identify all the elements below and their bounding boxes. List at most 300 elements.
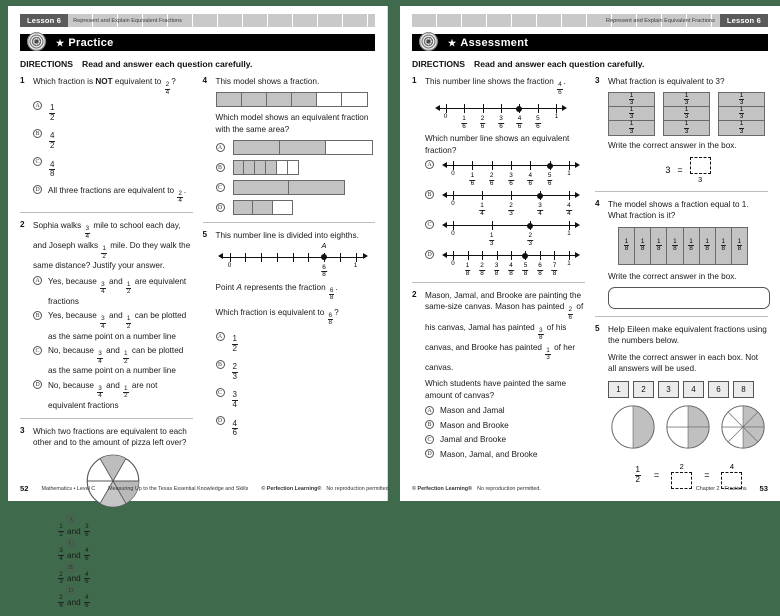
cell-fraction: 1 3 — [684, 105, 689, 121]
question-subtext-2: Which fraction is equivalent to $\frac{6}{8}$ ? — [215, 307, 339, 327]
circle-model — [610, 404, 656, 455]
number-tile[interactable]: 2 — [633, 381, 654, 398]
bar-cell — [242, 93, 267, 106]
running-head-rule — [68, 14, 375, 27]
choice-number-line — [442, 160, 580, 185]
number-line-tick — [472, 161, 473, 170]
number-line-label: 0 — [451, 200, 455, 207]
answer-blank[interactable] — [690, 157, 711, 184]
number-line-label: 1 — [353, 261, 358, 269]
left-running-head — [20, 14, 375, 27]
answer-equation — [608, 157, 768, 184]
choice-a[interactable] — [425, 160, 585, 185]
label-fraction: $\frac{5}{8}$ — [523, 262, 528, 277]
cell-fraction: 1 3 — [629, 91, 634, 107]
choice-text: Jamal and Brooke — [440, 435, 506, 445]
question-number: 3 — [20, 425, 25, 435]
cell-fraction: 1 3 — [629, 120, 634, 135]
choice-c[interactable] — [425, 220, 585, 245]
number-line-label — [507, 170, 515, 187]
number-line-tick — [482, 191, 483, 200]
cell-fraction: 1 8 — [640, 237, 645, 253]
number-line-tick — [453, 191, 454, 200]
number-line-tick — [446, 104, 447, 113]
choice-bubble[interactable]: A — [425, 406, 434, 415]
lesson-tab: Lesson 6 — [20, 14, 68, 27]
choice-b[interactable] — [216, 160, 376, 175]
choice-d[interactable] — [34, 586, 114, 610]
footer-subject: Mathematics • Level C — [41, 485, 96, 492]
footer-copyright: © Perfection Learning® — [412, 485, 473, 492]
number-line-label: 0 — [227, 261, 232, 269]
stem-fraction: $\frac{6}{8}$ — [329, 286, 334, 302]
cell-fraction: 1 3 — [739, 91, 744, 107]
fraction-box — [718, 92, 765, 136]
number-line-label — [478, 260, 486, 277]
number-line-label — [536, 200, 544, 217]
number-line-label: 0 — [451, 260, 455, 267]
pizza-figure — [33, 453, 193, 509]
number-line-tick — [308, 253, 309, 262]
number-line-tick — [453, 161, 454, 170]
directions-word: DIRECTIONS — [20, 59, 73, 69]
lesson-tab: Lesson 6 — [720, 14, 768, 27]
number-line-axis — [442, 220, 580, 230]
number-line-point — [537, 193, 543, 199]
number-line-labels — [442, 200, 580, 215]
question-number: 2 — [412, 290, 417, 299]
star-icon: ★ — [448, 37, 457, 48]
choice-a[interactable] — [34, 515, 114, 539]
choice-fraction: 4 6 — [84, 570, 89, 586]
divider — [203, 222, 376, 223]
choice-c[interactable] — [34, 538, 114, 562]
choice-b[interactable] — [33, 128, 193, 150]
assessment-banner — [412, 34, 768, 51]
left-columns — [20, 76, 375, 616]
circle-fraction-model — [610, 404, 656, 450]
label-fraction: $\frac{3}{8}$ — [494, 262, 499, 277]
choice-bubble[interactable]: B — [66, 563, 75, 572]
question-subtext: Which students have painted the same amount of canvas? — [425, 379, 567, 400]
choice-bubble[interactable]: B — [216, 163, 225, 172]
cell-fraction: 1 3 — [629, 105, 634, 121]
number-line-tick — [482, 251, 483, 260]
question-2 — [412, 290, 585, 460]
choice-fraction: $\frac{1}{2}$ — [126, 280, 131, 296]
choice-fraction: $\frac{1}{2}$ — [232, 334, 237, 353]
choice-bubble[interactable]: B — [216, 360, 225, 369]
choice-number-line — [442, 190, 580, 215]
choice-a[interactable] — [216, 140, 376, 155]
number-tile[interactable]: 6 — [708, 381, 729, 398]
number-line-tick — [556, 104, 557, 113]
number-line-tick — [501, 104, 502, 113]
page-number: 52 — [20, 484, 29, 493]
number-line-label — [507, 200, 515, 217]
fraction-box — [663, 92, 710, 136]
number-line-tick — [554, 251, 555, 260]
choice-bar-model — [233, 140, 373, 155]
number-line-label — [320, 262, 328, 279]
number-line-tick — [511, 191, 512, 200]
cell-fraction: 1 3 — [684, 120, 689, 135]
question-stem: Mason, Jamal, and Brooke are painting the same-size canvas. Mason has painted $\frac{2}{6}$ of his canvas, Jamal has painted $\frac{3}{8}$ of his canvas, and Brooke has painted $\frac{1}{3}$ of her canvas. — [425, 291, 584, 372]
number-line-tick — [453, 251, 454, 260]
number-line-label — [534, 113, 542, 130]
question-3 — [595, 76, 768, 184]
choice-fraction: 1 2 — [59, 523, 63, 538]
bar-cell — [289, 181, 344, 194]
model-cell — [635, 228, 651, 264]
choice-text: Yes, because $\frac{3}{4}$ and $\frac{1}{2}$ can be plotted as the same point on a number line — [48, 311, 187, 341]
number-line-labels — [435, 113, 567, 128]
choice-a[interactable] — [33, 100, 193, 122]
left-footer — [20, 484, 391, 493]
stem-fraction: $\frac{1}{2}$ — [102, 245, 106, 260]
choice-c[interactable] — [425, 434, 585, 445]
choice-a[interactable] — [33, 276, 193, 307]
number-tile[interactable]: 1 — [608, 381, 629, 398]
number-line-axis — [218, 240, 368, 262]
bar-cell — [267, 93, 292, 106]
number-line-point — [516, 106, 522, 112]
choice-bubble[interactable]: A — [33, 276, 42, 285]
number-line-label: 0 — [451, 230, 455, 237]
choice-bubble[interactable]: C — [33, 157, 42, 166]
number-line-label — [464, 260, 472, 277]
bar-cell — [255, 161, 266, 174]
number-line-tick — [261, 253, 262, 262]
equals-sign: = — [653, 470, 660, 481]
number-line-label — [551, 260, 559, 277]
choice-bubble[interactable]: D — [425, 449, 434, 458]
stem-fraction: $\frac{4}{6}$ — [558, 81, 562, 96]
question-number: 1 — [412, 76, 417, 85]
answer-input-box[interactable] — [608, 287, 770, 309]
choice-text: 2 3 and 4 6 — [59, 570, 89, 586]
stem-fraction: $\frac{1}{3}$ — [546, 346, 550, 362]
banner-label: ★ Assessment — [448, 36, 529, 49]
choice-d[interactable] — [33, 380, 193, 411]
model-cell — [619, 228, 635, 264]
cell-fraction: 1 3 — [739, 120, 744, 135]
instruction-text: Write the correct answer in the box. — [608, 271, 737, 281]
fraction-box-row — [664, 121, 709, 135]
choice-bubble[interactable]: A — [425, 160, 434, 169]
question-stem: Which two fractions are equivalent to each other and to the amount of pizza left over? — [33, 426, 187, 448]
number-line-label — [507, 260, 515, 277]
label-fraction: $\frac{3}{6}$ — [509, 172, 513, 187]
bar-cell — [317, 93, 342, 106]
fraction-box-group — [608, 92, 768, 136]
number-tile[interactable]: 8 — [733, 381, 754, 398]
question-subtext: Which model shows an equivalent fraction with the same area? — [215, 113, 369, 134]
choice-d[interactable] — [425, 250, 585, 275]
number-line-point-label: A — [321, 240, 327, 250]
label-fraction: $\frac{1}{3}$ — [489, 232, 494, 247]
equals-sign-2: = — [704, 470, 710, 481]
bar-cell — [234, 181, 290, 194]
number-line-labels — [442, 170, 580, 185]
number-line-tick — [569, 191, 570, 200]
fraction-box-row — [719, 121, 764, 135]
choice-b[interactable] — [34, 562, 114, 586]
question-number: 4 — [202, 76, 208, 85]
choice-c[interactable] — [216, 180, 376, 195]
question-number: 4 — [595, 198, 600, 208]
choice-bubble[interactable]: B — [425, 190, 434, 199]
question-stem: The model shows a fraction equal to 1. What fraction is it? — [608, 199, 749, 221]
choice-bubble[interactable]: D — [66, 586, 75, 595]
left-column-2 — [203, 76, 376, 616]
choice-fraction: $\frac{3}{4}$ — [101, 315, 105, 330]
question-3 — [20, 426, 193, 610]
bar-cell — [288, 161, 298, 174]
question-number: 3 — [595, 76, 600, 85]
number-line-labels — [442, 260, 580, 275]
choice-a[interactable] — [425, 405, 585, 416]
bar-cell — [266, 161, 277, 174]
question-stem: Help Eileen make equivalent fractions using the numbers below. — [608, 325, 767, 346]
question-4 — [595, 199, 768, 309]
choice-c[interactable] — [33, 345, 193, 376]
question-stem: This model shows a fraction. — [215, 77, 320, 86]
label-fraction: $\frac{1}{6}$ — [462, 115, 466, 130]
directions-word: DIRECTIONS — [412, 59, 465, 69]
choice-d[interactable] — [216, 416, 376, 438]
choice-fraction: 2 3 — [59, 570, 63, 586]
number-line-point — [547, 163, 553, 169]
choice-b[interactable] — [216, 359, 376, 381]
number-tile[interactable]: 4 — [683, 381, 704, 398]
choice-fraction: $\frac{4}{6}$ — [232, 418, 237, 438]
number-line-labels — [218, 262, 368, 277]
question-number: 1 — [20, 76, 25, 85]
choice-bubble[interactable]: C — [216, 388, 225, 397]
footer-program: Measuring Up to the Texas Essential Knowledge and Skills — [108, 485, 249, 492]
number-line-axis — [442, 160, 580, 170]
number-line-tick — [497, 251, 498, 260]
left-column-1 — [20, 76, 193, 616]
divider — [595, 316, 768, 317]
number-line-tick — [492, 221, 493, 230]
choice-c[interactable] — [216, 387, 376, 409]
number-line-axis — [442, 250, 580, 260]
choice-fraction: $\frac{1}{2}$ — [50, 103, 55, 122]
number-line-point — [522, 253, 528, 259]
banner-label: ★ Practice — [56, 36, 114, 49]
choice-bubble[interactable]: B — [425, 420, 434, 429]
right-directions — [412, 59, 768, 69]
bar-cell — [234, 201, 254, 214]
choice-number-line — [442, 220, 580, 245]
fraction-box-row — [719, 107, 764, 121]
number-line-axis — [442, 190, 580, 200]
choice-text: 1 2 and 3 6 — [59, 523, 89, 538]
directions-text: Read and answer each question carefully. — [474, 59, 645, 69]
number-line-tick — [569, 251, 570, 260]
choice-b[interactable] — [425, 420, 585, 431]
cell-fraction: 1 8 — [624, 237, 629, 253]
stem-fraction: $\frac{3}{8}$ — [538, 326, 543, 342]
right-footer — [412, 484, 768, 493]
number-line-label — [469, 170, 477, 187]
label-fraction: $\frac{2}{3}$ — [528, 232, 533, 247]
number-line-q5 — [218, 240, 368, 279]
choice-bubble[interactable]: B — [33, 129, 42, 138]
bar-cell — [273, 201, 292, 214]
number-tile[interactable]: 3 — [658, 381, 679, 398]
choice-bubble[interactable]: C — [216, 183, 225, 192]
fraction-box-row — [609, 121, 654, 135]
choice-a[interactable] — [216, 331, 376, 353]
model-cell — [716, 228, 732, 264]
question-2 — [20, 220, 193, 411]
choice-bubble[interactable]: D — [216, 203, 225, 212]
number-line-stem — [435, 103, 567, 128]
choice-b[interactable] — [33, 310, 193, 341]
choice-text: No, because $\frac{3}{4}$ and $\frac{1}{2}$ are not equivalent fractions — [48, 380, 158, 410]
number-line-point — [321, 254, 327, 260]
number-line-label — [460, 113, 468, 130]
choice-c[interactable] — [33, 157, 193, 179]
number-line-tick — [483, 104, 484, 113]
choice-text: Yes, because $\frac{3}{4}$ and $\frac{1}{2}$ are equivalent fractions — [48, 276, 187, 306]
choice-fraction: $\frac{3}{4}$ — [101, 280, 105, 296]
choice-b[interactable] — [425, 190, 585, 215]
question-subtext: Point A represents the fraction $\frac{6}{8}$ . — [215, 282, 338, 302]
choice-fraction: $\frac{3}{4}$ — [98, 350, 102, 365]
cell-fraction: 1 8 — [721, 237, 726, 253]
dashed-answer-box[interactable] — [690, 157, 711, 174]
choice-bubble[interactable]: B — [33, 311, 42, 320]
bar-cell — [253, 201, 273, 214]
right-columns — [412, 76, 768, 495]
choice-list — [33, 276, 193, 411]
number-line-tick — [530, 161, 531, 170]
choice-number-line — [442, 250, 580, 275]
question-subtext: Write the correct answer in each box. Not all answers will be used. — [608, 352, 759, 374]
choice-d[interactable] — [425, 449, 585, 460]
running-head-rule — [412, 14, 720, 27]
choice-bubble[interactable]: A — [66, 515, 75, 524]
choice-bubble[interactable]: C — [66, 539, 75, 548]
choice-bubble[interactable]: D — [425, 250, 434, 259]
number-line-label — [522, 260, 530, 277]
choice-bubble[interactable]: D — [33, 380, 42, 389]
number-line-labels — [442, 230, 580, 245]
choice-fraction: $\frac{2}{4}$ — [178, 189, 182, 205]
circle-fraction-model — [720, 404, 766, 450]
choice-d[interactable] — [33, 185, 193, 205]
number-line-tick — [340, 253, 341, 262]
right-column-2 — [595, 76, 768, 495]
choice-d[interactable] — [216, 200, 376, 215]
choice-text: All three fractions are equivalent to $\frac{2}{4}$ . — [48, 185, 187, 205]
number-line-axis — [435, 103, 567, 113]
number-line-label — [546, 170, 554, 187]
instruction-text: Write the correct answer in the box. — [608, 141, 737, 151]
choice-text: 2 6 and 4 6 — [59, 594, 89, 609]
label-fraction: $\frac{6}{8}$ — [322, 263, 326, 279]
question-1 — [20, 76, 193, 205]
number-line-label: 0 — [443, 113, 448, 121]
question-number: 5 — [202, 230, 208, 240]
right-column-1 — [412, 76, 585, 495]
stem-fraction: $\frac{6}{8}$ — [328, 311, 333, 327]
number-line-label — [497, 113, 505, 130]
directions-text: Read and answer each question carefully. — [82, 59, 253, 69]
choice-bar-model — [233, 200, 293, 215]
label-fraction: $\frac{1}{4}$ — [480, 202, 484, 217]
choice-list — [33, 515, 193, 610]
choice-bubble[interactable]: A — [216, 332, 225, 341]
number-line-label — [565, 200, 573, 217]
right-running-head — [412, 14, 768, 27]
number-line-label: 1 — [554, 113, 559, 121]
label-fraction: $\frac{6}{8}$ — [538, 262, 542, 277]
label-fraction: $\frac{4}{6}$ — [528, 172, 533, 187]
choice-bubble[interactable]: A — [216, 143, 225, 152]
running-head-title: Represent and Explain Equivalent Fractions — [73, 17, 182, 24]
number-line-tick — [511, 161, 512, 170]
cell-fraction: 1 3 — [684, 91, 689, 107]
divider — [595, 191, 768, 192]
choice-bubble[interactable]: C — [33, 346, 42, 355]
choice-fraction: 2 6 — [59, 594, 63, 609]
page-number: 53 — [759, 484, 768, 493]
label-fraction: $\frac{5}{6}$ — [547, 172, 552, 187]
choice-fraction: $\frac{1}{2}$ — [126, 315, 131, 330]
bar-cell — [234, 141, 280, 154]
label-fraction: $\frac{1}{8}$ — [465, 262, 470, 277]
footer-chapter: Chapter 2 • Fractions — [695, 485, 747, 492]
number-line-tick — [245, 253, 246, 262]
choice-bubble[interactable]: C — [425, 220, 434, 229]
fraction-box-row — [609, 107, 654, 121]
left-page — [8, 6, 391, 609]
choice-bubble[interactable]: D — [216, 416, 225, 425]
question-5 — [595, 324, 768, 489]
stem-fraction: $\frac{3}{4}$ — [85, 224, 90, 240]
choice-bubble[interactable]: A — [33, 101, 42, 110]
fraction-bar-model — [216, 92, 368, 107]
choice-fraction: $\frac{3}{4}$ — [98, 384, 102, 400]
model-cell — [667, 228, 683, 264]
number-line-label: 1 — [567, 230, 571, 237]
choice-bubble[interactable]: C — [425, 435, 434, 444]
choice-fraction: $\frac{1}{2}$ — [124, 350, 128, 365]
number-line-label — [488, 170, 496, 187]
model-cell — [732, 228, 747, 264]
cell-fraction: 1 8 — [737, 237, 742, 253]
number-line-label — [479, 113, 487, 130]
choice-fraction: 3 4 — [59, 546, 63, 562]
number-line-label — [478, 200, 486, 217]
divider — [20, 212, 193, 213]
label-fraction: $\frac{1}{6}$ — [470, 172, 475, 187]
choice-bubble[interactable]: D — [33, 185, 42, 194]
number-line-label — [527, 230, 535, 247]
choice-fraction: $\frac{3}{4}$ — [232, 390, 237, 409]
label-fraction: $\frac{2}{6}$ — [480, 115, 485, 130]
number-line-tick — [569, 161, 570, 170]
divider — [20, 418, 193, 419]
question-subtext: Which number line shows an equivalent fraction? — [425, 134, 570, 155]
number-line-label: 1 — [567, 170, 571, 177]
model-cell — [684, 228, 700, 264]
